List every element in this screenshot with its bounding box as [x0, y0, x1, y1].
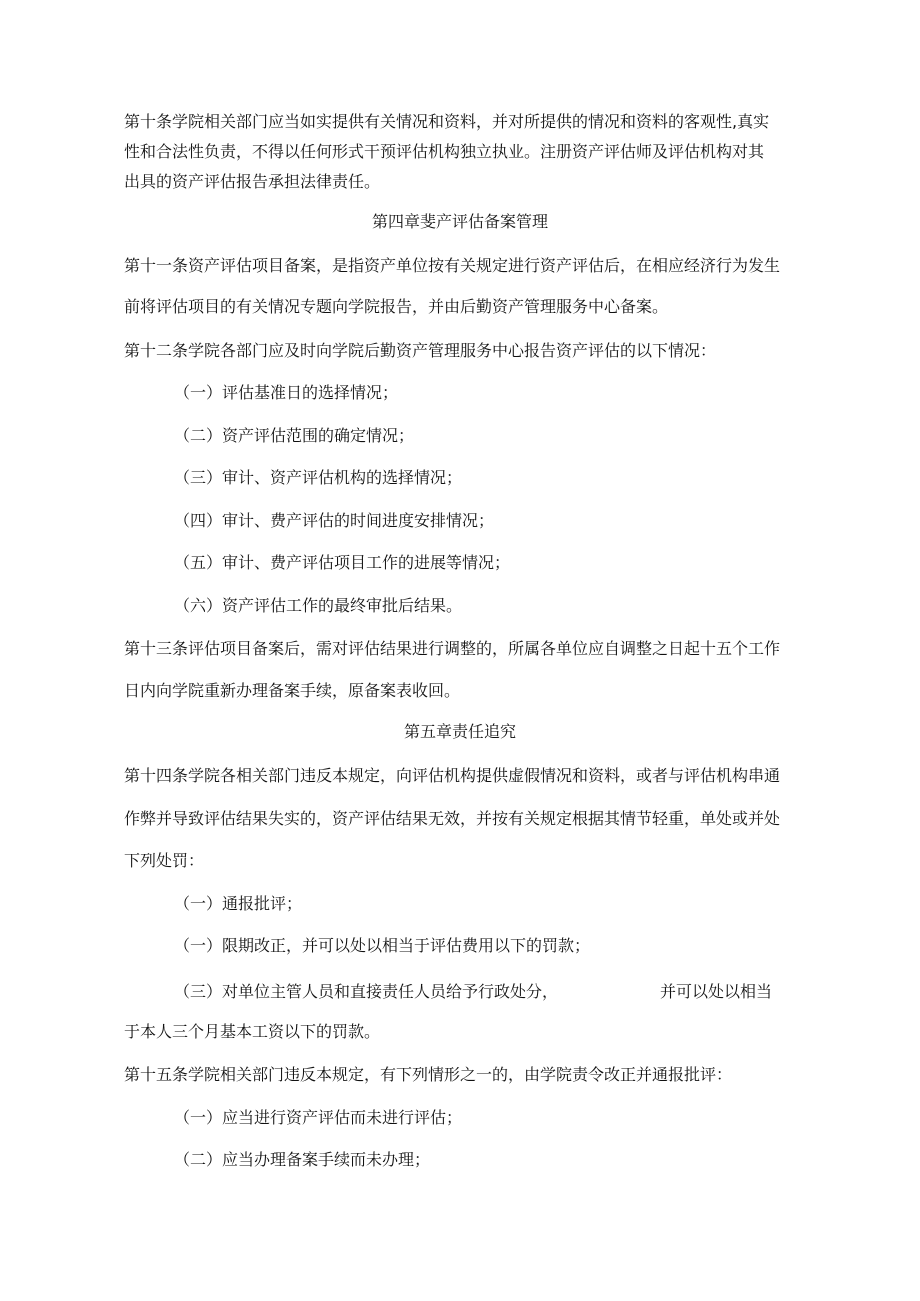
- chapter-4-heading: 第四章斐产评估备案管理: [371, 212, 548, 231]
- article-14-line-3: 下列处罚：: [124, 851, 205, 870]
- article-13-line-2: 日内向学院重新办理备案手续，原备案表收回。: [124, 681, 461, 700]
- article-11-line-1: 第十一条资产评估项目备案，是指资产单位按有关规定进行资产评估后，在相应经济行为发生: [124, 256, 781, 275]
- chapter-5-heading: 第五章责任追究: [403, 722, 516, 741]
- article-12-item-2: （二）资产评估范围的确定情况；: [174, 426, 415, 445]
- article-12-item-1: （一）评估基准日的选择情况；: [174, 383, 399, 402]
- article-14-item-3-right: 并可以处以相当: [660, 982, 773, 1001]
- article-15-intro: 第十五条学院相关部门违反本规定，有下列情形之一的，由学院责令改正并通报批评：: [124, 1065, 733, 1084]
- article-12-intro: 第十二条学院各部门应及时向学院后勤资产管理服务中心报告资产评估的以下情况：: [124, 341, 717, 360]
- article-14-line-1: 第十四条学院各相关部门违反本规定，向评估机构提供虚假情况和资料，或者与评估机构串通: [124, 766, 781, 785]
- article-14-line-2: 作弊并导致评估结果失实的，资产评估结果无效，并按有关规定根据其情节轻重，单处或并处: [124, 809, 781, 828]
- article-13-line-1: 第十三条评估项目备案后，需对评估结果进行调整的，所属各单位应自调整之日起十五个工作: [124, 639, 781, 658]
- article-12-item-4: （四）审计、费产评估的时间进度安排情况；: [174, 511, 495, 530]
- article-10-line-1: 第十条学院相关部门应当如实提供有关情况和资料，并对所提供的情况和资料的客观性,真实: [124, 112, 770, 131]
- article-14-item-3-left: （三）对单位主管人员和直接责任人员给予行政处分，: [174, 982, 559, 1001]
- article-10-line-2: 性和合法性负责，不得以任何形式干预评估机构独立执业。注册资产评估师及评估机构对其: [124, 142, 765, 161]
- article-10-line-3: 出具的资产评估报告承担法律责任。: [124, 172, 381, 191]
- article-15-item-1: （一）应当进行资产评估而未进行评估；: [174, 1108, 463, 1127]
- article-14-item-1: （一）通报批评；: [174, 894, 303, 913]
- article-12-item-6: （六）资产评估工作的最终审批后结果。: [174, 596, 463, 615]
- article-12-item-3: （三）审计、资产评估机构的选择情况；: [174, 468, 463, 487]
- article-15-item-2: （二）应当办理备案手续而未办理；: [174, 1150, 431, 1169]
- article-11-line-2: 前将评估项目的有关情况专题向学院报告，并由后勤资产管理服务中心备案。: [124, 297, 669, 316]
- article-14-item-2: （一）限期改正，并可以处以相当于评估费用以下的罚款；: [174, 936, 591, 955]
- article-14-item-3-continuation: 于本人三个月基本工资以下的罚款。: [124, 1022, 381, 1041]
- article-12-item-5: （五）审计、费产评估项目工作的进展等情况；: [174, 553, 511, 572]
